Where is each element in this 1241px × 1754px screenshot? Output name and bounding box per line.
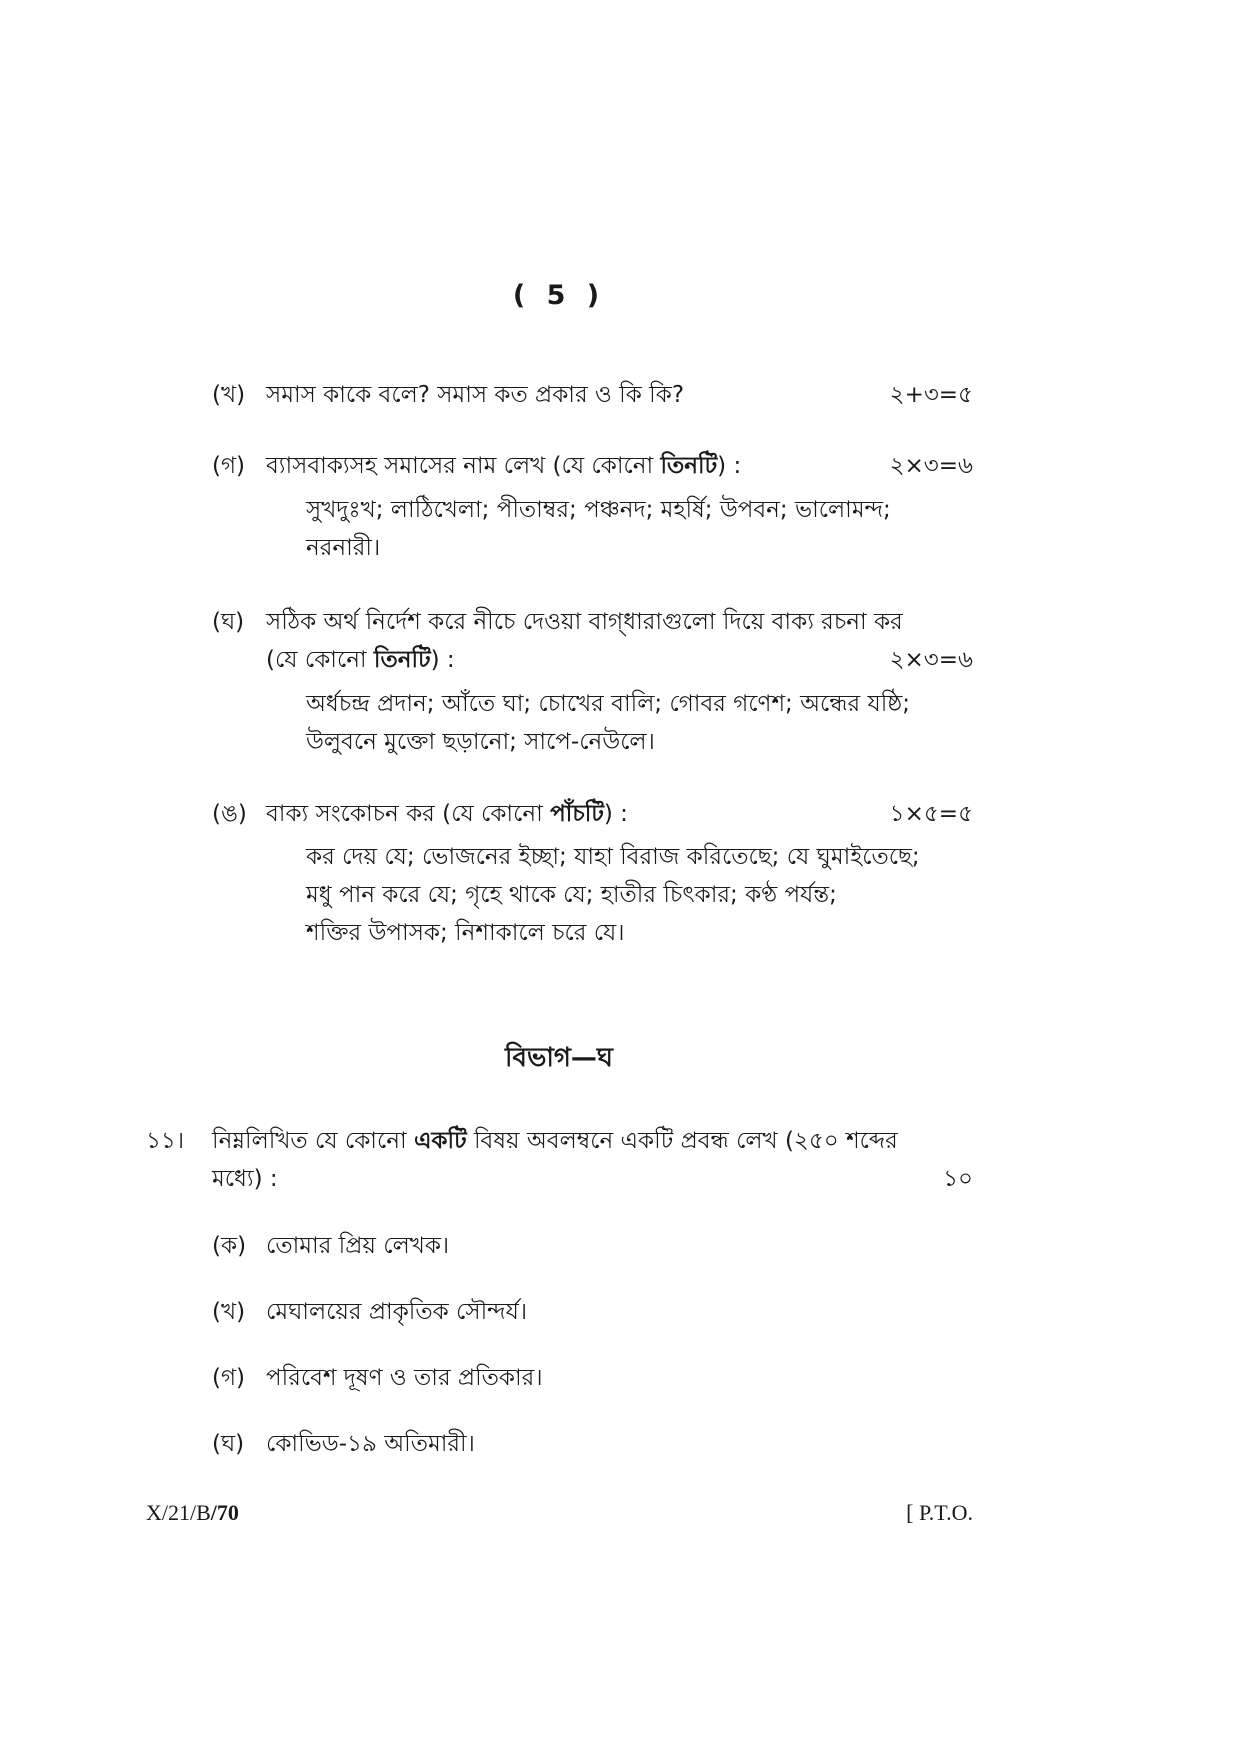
question-text-11-line2: মধ্যে) :: [212, 1166, 278, 1192]
question-text-gha-line1: সঠিক অর্থ নির্দেশ করে নীচে দেওয়া বাগ্‌ধারাগুলো দিয়ে বাক্য রচনা কর: [266, 609, 903, 635]
umo-body-line-3: শক্তির উপাসক; নিশাকালে চরে যে।: [306, 920, 625, 946]
pto-label: [ P.T.O.: [906, 1500, 973, 1525]
question-text-umo-pre: বাক্য সংকোচন কর (যে কোনো: [266, 801, 551, 827]
question-label-gha: (ঘ): [212, 609, 245, 635]
marks-ga: ২×৩=৬: [889, 453, 973, 479]
umo-body-line-1: কর দেয় যে; ভোজনের ইচ্ছা; যাহা বিরাজ করিতেছে; যে ঘুমাইতেছে;: [306, 844, 920, 870]
option-label-kha: (খ): [212, 1299, 246, 1325]
question-text-11-bold: একটি: [413, 1128, 467, 1154]
question-text-kha: সমাস কাকে বলে? সমাস কত প্রকার ও কি কি?: [266, 382, 685, 408]
question-text-11-pre: নিম্নলিখিত যে কোনো: [212, 1128, 414, 1154]
marks-umo: ১×৫=৫: [889, 801, 973, 827]
question-text-ga: [266, 447, 741, 486]
question-text-gha-line2: [266, 641, 455, 680]
question-text-11-line1: [212, 1122, 898, 1161]
question-text-ga-pre: ব্যাসবাক্যসহ সমাসের নাম লেখ (যে কোনো: [266, 453, 661, 479]
option-label-gha: (ঘ): [212, 1431, 245, 1457]
question-label-umo: (ঙ): [212, 801, 247, 827]
question-text-umo-bold: পাঁচটি: [550, 801, 604, 827]
option-text-gha: কোভিড-১৯ অতিমারী।: [266, 1431, 475, 1457]
option-text-ga: পরিবেশ দূষণ ও তার প্রতিকার।: [266, 1365, 543, 1391]
ga-body-line-1: সুখদুঃখ; লাঠিখেলা; পীতাম্বর; পঞ্চনদ; মহর্ষি; উপবন; ভালোমন্দ;: [306, 497, 891, 523]
question-label-kha: (খ): [212, 382, 246, 408]
question-label-ga: (গ): [212, 453, 246, 479]
marks-11: ১০: [943, 1166, 973, 1192]
gha-body-line-2: উলুবনে মুক্তো ছড়ানো; সাপে-নেউলে।: [306, 729, 655, 755]
page-number: ( 5 ): [512, 280, 606, 311]
question-text-ga-post: ) :: [717, 453, 742, 479]
paper-code-prefix: X/21/B: [146, 1500, 211, 1525]
question-number-11: ১১।: [146, 1128, 185, 1154]
question-text-umo-post: ) :: [603, 801, 628, 827]
question-text-11-post: বিষয় অবলম্বনে একটি প্রবন্ধ লেখ (২৫০ শব্দের: [466, 1128, 898, 1154]
section-heading: বিভাগ—ঘ: [505, 1043, 613, 1073]
marks-kha: ২+৩=৫: [889, 382, 973, 408]
option-label-ka: (ক): [212, 1233, 247, 1259]
question-text-gha-post: ) :: [430, 647, 455, 673]
option-label-ga: (গ): [212, 1365, 246, 1391]
question-text-gha-bold: তিনটি: [373, 647, 431, 673]
gha-body-line-1: অর্ধচন্দ্র প্রদান; আঁতে ঘা; চোখের বালি; গোবর গণেশ; অন্ধের যষ্ঠি;: [306, 691, 911, 717]
question-text-umo: [266, 795, 628, 834]
paper-code-number: /70: [210, 1500, 239, 1525]
question-text-ga-bold: তিনটি: [660, 453, 718, 479]
umo-body-line-2: মধু পান করে যে; গৃহে থাকে যে; হাতীর চিৎকার; কণ্ঠ পর্যন্ত;: [306, 882, 837, 908]
ga-body-line-2: নরনারী।: [306, 535, 381, 561]
paper-code: [146, 1500, 239, 1526]
marks-gha: ২×৩=৬: [889, 647, 973, 673]
option-text-kha: মেঘালয়ের প্রাকৃতিক সৌন্দর্য।: [266, 1299, 528, 1325]
option-text-ka: তোমার প্রিয় লেখক।: [266, 1233, 450, 1259]
question-text-gha-pre: (যে কোনো: [266, 647, 374, 673]
